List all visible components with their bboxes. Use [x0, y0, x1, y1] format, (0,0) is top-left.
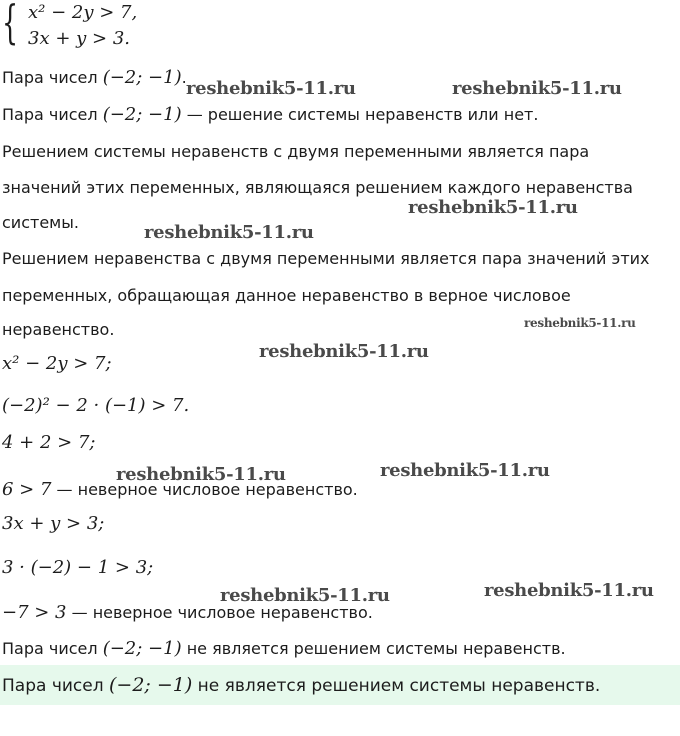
question-tail: — решение системы неравенств или нет. [181, 105, 539, 124]
math-step: 3 · (−2) − 1 > 3; [2, 557, 154, 578]
math-expression: 6 > 7 [2, 479, 52, 500]
task-tail: . [181, 68, 187, 87]
watermark: reshebnik5-11.ru [484, 580, 654, 601]
answer-line [2, 675, 600, 696]
theory-line: неравенство. [2, 320, 115, 339]
watermark: reshebnik5-11.ru [116, 464, 286, 485]
watermark: reshebnik5-11.ru [259, 341, 429, 362]
answer-tail: не является решением системы неравенств. [192, 676, 601, 696]
theory-line: переменных, обращающая данное неравенство в верное числовое [2, 286, 571, 305]
result-text: Пара чисел [2, 639, 98, 658]
question-line [2, 105, 538, 125]
result-line [2, 639, 566, 659]
result-tail: не является решением системы неравенств. [181, 639, 566, 658]
watermark: reshebnik5-11.ru [220, 585, 390, 606]
number-pair: (−2; −1) [102, 67, 182, 88]
math-step: 3x + y > 3; [2, 513, 105, 534]
theory-line: Решением системы неравенств с двумя переменными является пара [2, 142, 590, 161]
watermark: reshebnik5-11.ru [380, 460, 550, 481]
number-pair: (−2; −1) [108, 674, 193, 696]
task-line [2, 68, 187, 88]
theory-line: значений этих переменных, являющаяся решением каждого неравенства [2, 178, 633, 197]
theory-line: Решением неравенства с двумя переменными является пара значений этих [2, 249, 650, 268]
math-expression: −7 > 3 [2, 602, 67, 623]
system-brace: { [2, 0, 19, 49]
watermark: reshebnik5-11.ru [186, 78, 356, 99]
system-row-2: 3x + y > 3. [28, 28, 130, 49]
theory-line: системы. [2, 213, 79, 232]
answer-text: Пара чисел [2, 676, 104, 696]
number-pair: (−2; −1) [102, 104, 182, 125]
math-step: 4 + 2 > 7; [2, 432, 96, 453]
question-text: Пара чисел [2, 105, 98, 124]
watermark: reshebnik5-11.ru [408, 197, 578, 218]
system-row-1: x² − 2y > 7, [28, 2, 138, 23]
answer-box [0, 665, 680, 705]
number-pair: (−2; −1) [102, 638, 182, 659]
watermark: reshebnik5-11.ru [144, 222, 314, 243]
math-step: x² − 2y > 7; [2, 353, 112, 374]
conclusion-text: — неверное числовое неравенство. [66, 603, 373, 622]
math-conclusion [2, 603, 373, 623]
task-text: Пара чисел [2, 68, 98, 87]
watermark: reshebnik5-11.ru [524, 316, 636, 330]
conclusion-text: — неверное числовое неравенство. [51, 480, 358, 499]
watermark: reshebnik5-11.ru [452, 78, 622, 99]
math-step: (−2)² − 2 · (−1) > 7. [2, 395, 190, 416]
